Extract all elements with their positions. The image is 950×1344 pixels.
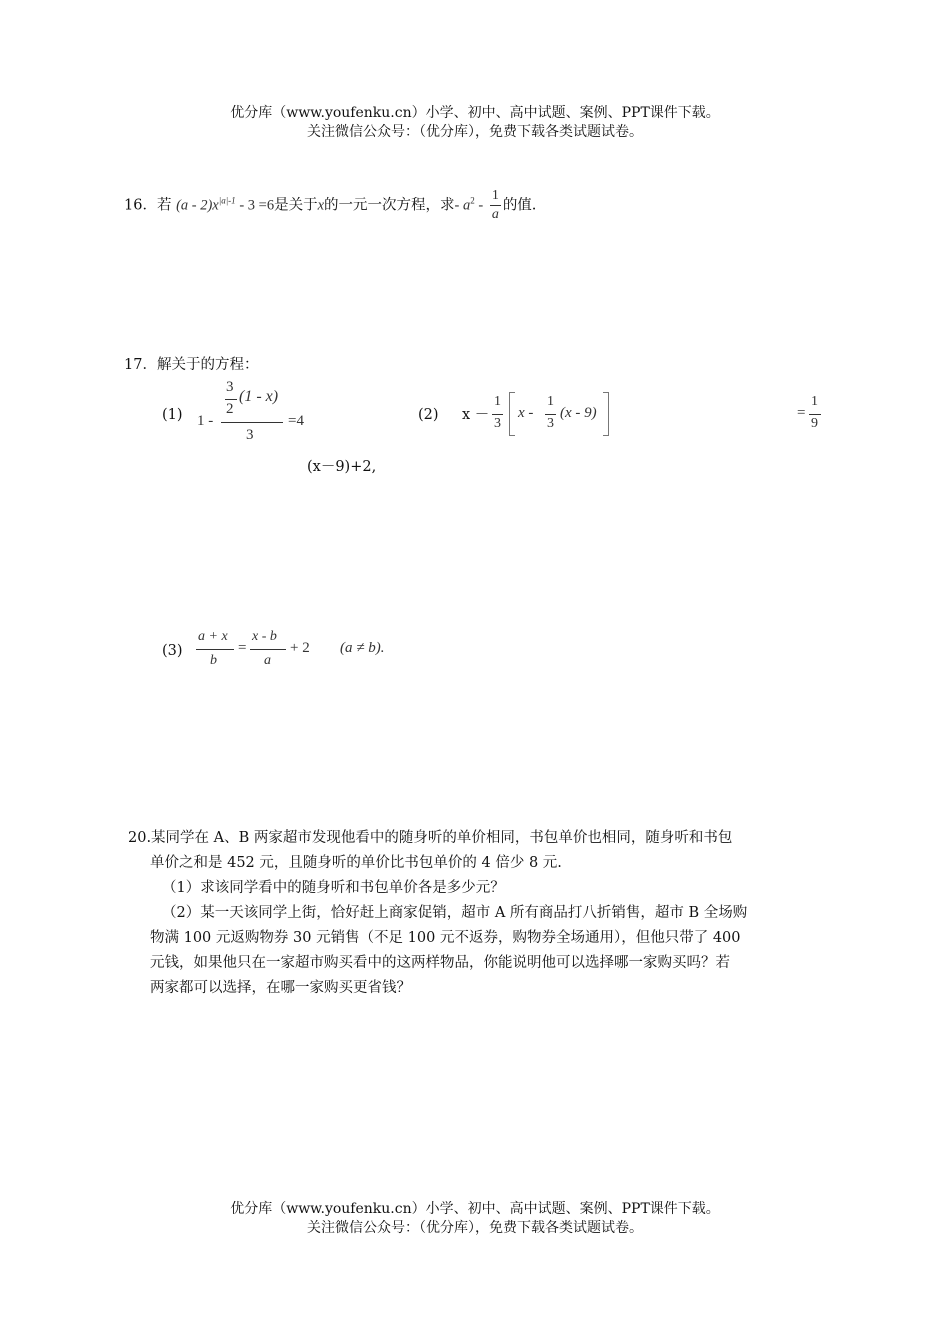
question-17-part-2-x: x －	[462, 407, 490, 423]
question-17-part-3-left-numerator: a + x	[198, 629, 228, 644]
question-17-part-2-rhs-bar	[809, 414, 821, 415]
question-17-part-2-trailing: (x－9)+2,	[307, 459, 377, 475]
question-17-number: 17．	[124, 357, 157, 373]
question-17-title	[124, 355, 258, 375]
page-header-line-2: 关注微信公众号：（优分库），免费下载各类试题试卷。	[307, 124, 643, 140]
question-17-part-1-label: (1)	[162, 407, 183, 423]
question-20-line-2: 单价之和是 452 元，且随身听的单价比书包单价的 4 倍少 8 元.	[150, 855, 562, 871]
question-20-line-3: （1）求该同学看中的随身听和书包单价各是多少元？	[162, 880, 505, 896]
question-20-line-1: 20.某同学在 A、B 两家超市发现他看中的随身听的单价相同，书包单价也相同，随身听和书包	[128, 830, 733, 846]
question-17-part-1-top-denominator: 2	[226, 401, 234, 417]
question-17-part-2-fraction-2-bar	[545, 414, 556, 415]
question-20-line-6: 元钱，如果他只在一家超市购买看中的这两样物品，你能说明他可以选择哪一家购买吗？若	[150, 955, 730, 971]
question-17-part-3-label: (3)	[162, 643, 183, 659]
question-16-fraction-denominator: a	[491, 207, 499, 222]
question-17-part-2-inner-paren: (x - 9)	[560, 405, 597, 421]
question-16-number: 16．	[124, 197, 157, 214]
question-17-part-2-inner-x: x -	[518, 405, 534, 421]
question-16-text-mid2: 的一元一次方程，求	[324, 197, 455, 214]
question-16	[124, 187, 536, 224]
page-header-line-1: 优分库（www.youfenku.cn）小学、初中、高中试题、案例、PPT课件下载。	[230, 105, 720, 121]
question-20-line-5: 物满 100 元返购物券 30 元销售（不足 100 元不返券，购物券全场通用），但他只带了 400	[150, 930, 741, 946]
question-16-var-x: x	[317, 197, 325, 214]
question-16-text-mid: 是关于	[274, 197, 318, 214]
question-16-exponent: |a|-1	[218, 195, 236, 206]
question-17-part-2-left-bracket	[509, 392, 515, 436]
question-17-part-1-top-fraction-bar	[225, 399, 237, 400]
question-17-part-3-left-denominator: b	[210, 653, 217, 668]
question-17-part-1-denominator: 3	[246, 427, 254, 443]
question-17-part-2-fraction-2-numerator: 1	[547, 394, 554, 409]
question-17-part-2-label: (2)	[418, 407, 439, 423]
question-17-part-2-rhs-numerator: 1	[811, 394, 818, 409]
question-17-part-1-main-fraction-bar	[221, 422, 283, 423]
question-17-part-2-right-bracket	[603, 392, 609, 436]
question-17-part-3-equals: =	[238, 640, 247, 656]
question-17-part-1-left: 1 -	[197, 413, 214, 429]
question-20-line-4: （2）某一天该同学上街，恰好赶上商家促销，超市 A 所有商品打八折销售，超市 B 全场购	[162, 905, 748, 921]
question-17-part-3-right-bar	[250, 649, 286, 650]
question-17-part-2-fraction-1-bar	[492, 414, 503, 415]
question-17-part-3-right-numerator: x - b	[252, 629, 277, 644]
question-16-equation-rest: - 3 =6	[235, 197, 275, 214]
question-17-part-3-plus-two: + 2	[290, 640, 310, 656]
question-17-part-2-fraction-1-denominator: 3	[494, 416, 501, 431]
question-17-part-3-condition: (a ≠ b).	[340, 640, 385, 656]
question-16-expr-a: - a	[454, 197, 471, 214]
page-footer-line-2: 关注微信公众号：（优分库），免费下载各类试题试卷。	[307, 1220, 643, 1236]
question-16-text-end: 的值.	[502, 197, 537, 214]
question-17-part-2-rhs-denominator: 9	[811, 416, 818, 431]
question-16-text-if: 若	[156, 197, 172, 214]
question-17-part-2-fraction-1-numerator: 1	[494, 394, 501, 409]
question-17-part-1-rhs: =4	[288, 413, 304, 429]
question-17-part-3-right-denominator: a	[264, 653, 271, 668]
question-16-fraction	[490, 187, 501, 224]
question-16-equation-lhs: (a - 2)x	[176, 197, 219, 214]
question-16-expr-minus: -	[474, 197, 484, 214]
page-footer-line-1: 优分库（www.youfenku.cn）小学、初中、高中试题、案例、PPT课件下载。	[230, 1201, 720, 1217]
question-17-part-3-left-bar	[196, 649, 234, 650]
question-16-fraction-numerator: 1	[491, 188, 499, 203]
question-17-part-2-fraction-2-denominator: 3	[547, 416, 554, 431]
question-17-part-1-paren: (1 - x)	[239, 388, 279, 405]
question-17-part-2-rhs-equals: =	[797, 405, 806, 421]
question-17-title-text: 解关于的方程：	[156, 357, 259, 373]
question-20-line-7: 两家都可以选择，在哪一家购买更省钱？	[150, 980, 411, 996]
question-17-part-1-top-numerator: 3	[226, 379, 234, 395]
question-16-expr-square: 2	[470, 195, 475, 206]
